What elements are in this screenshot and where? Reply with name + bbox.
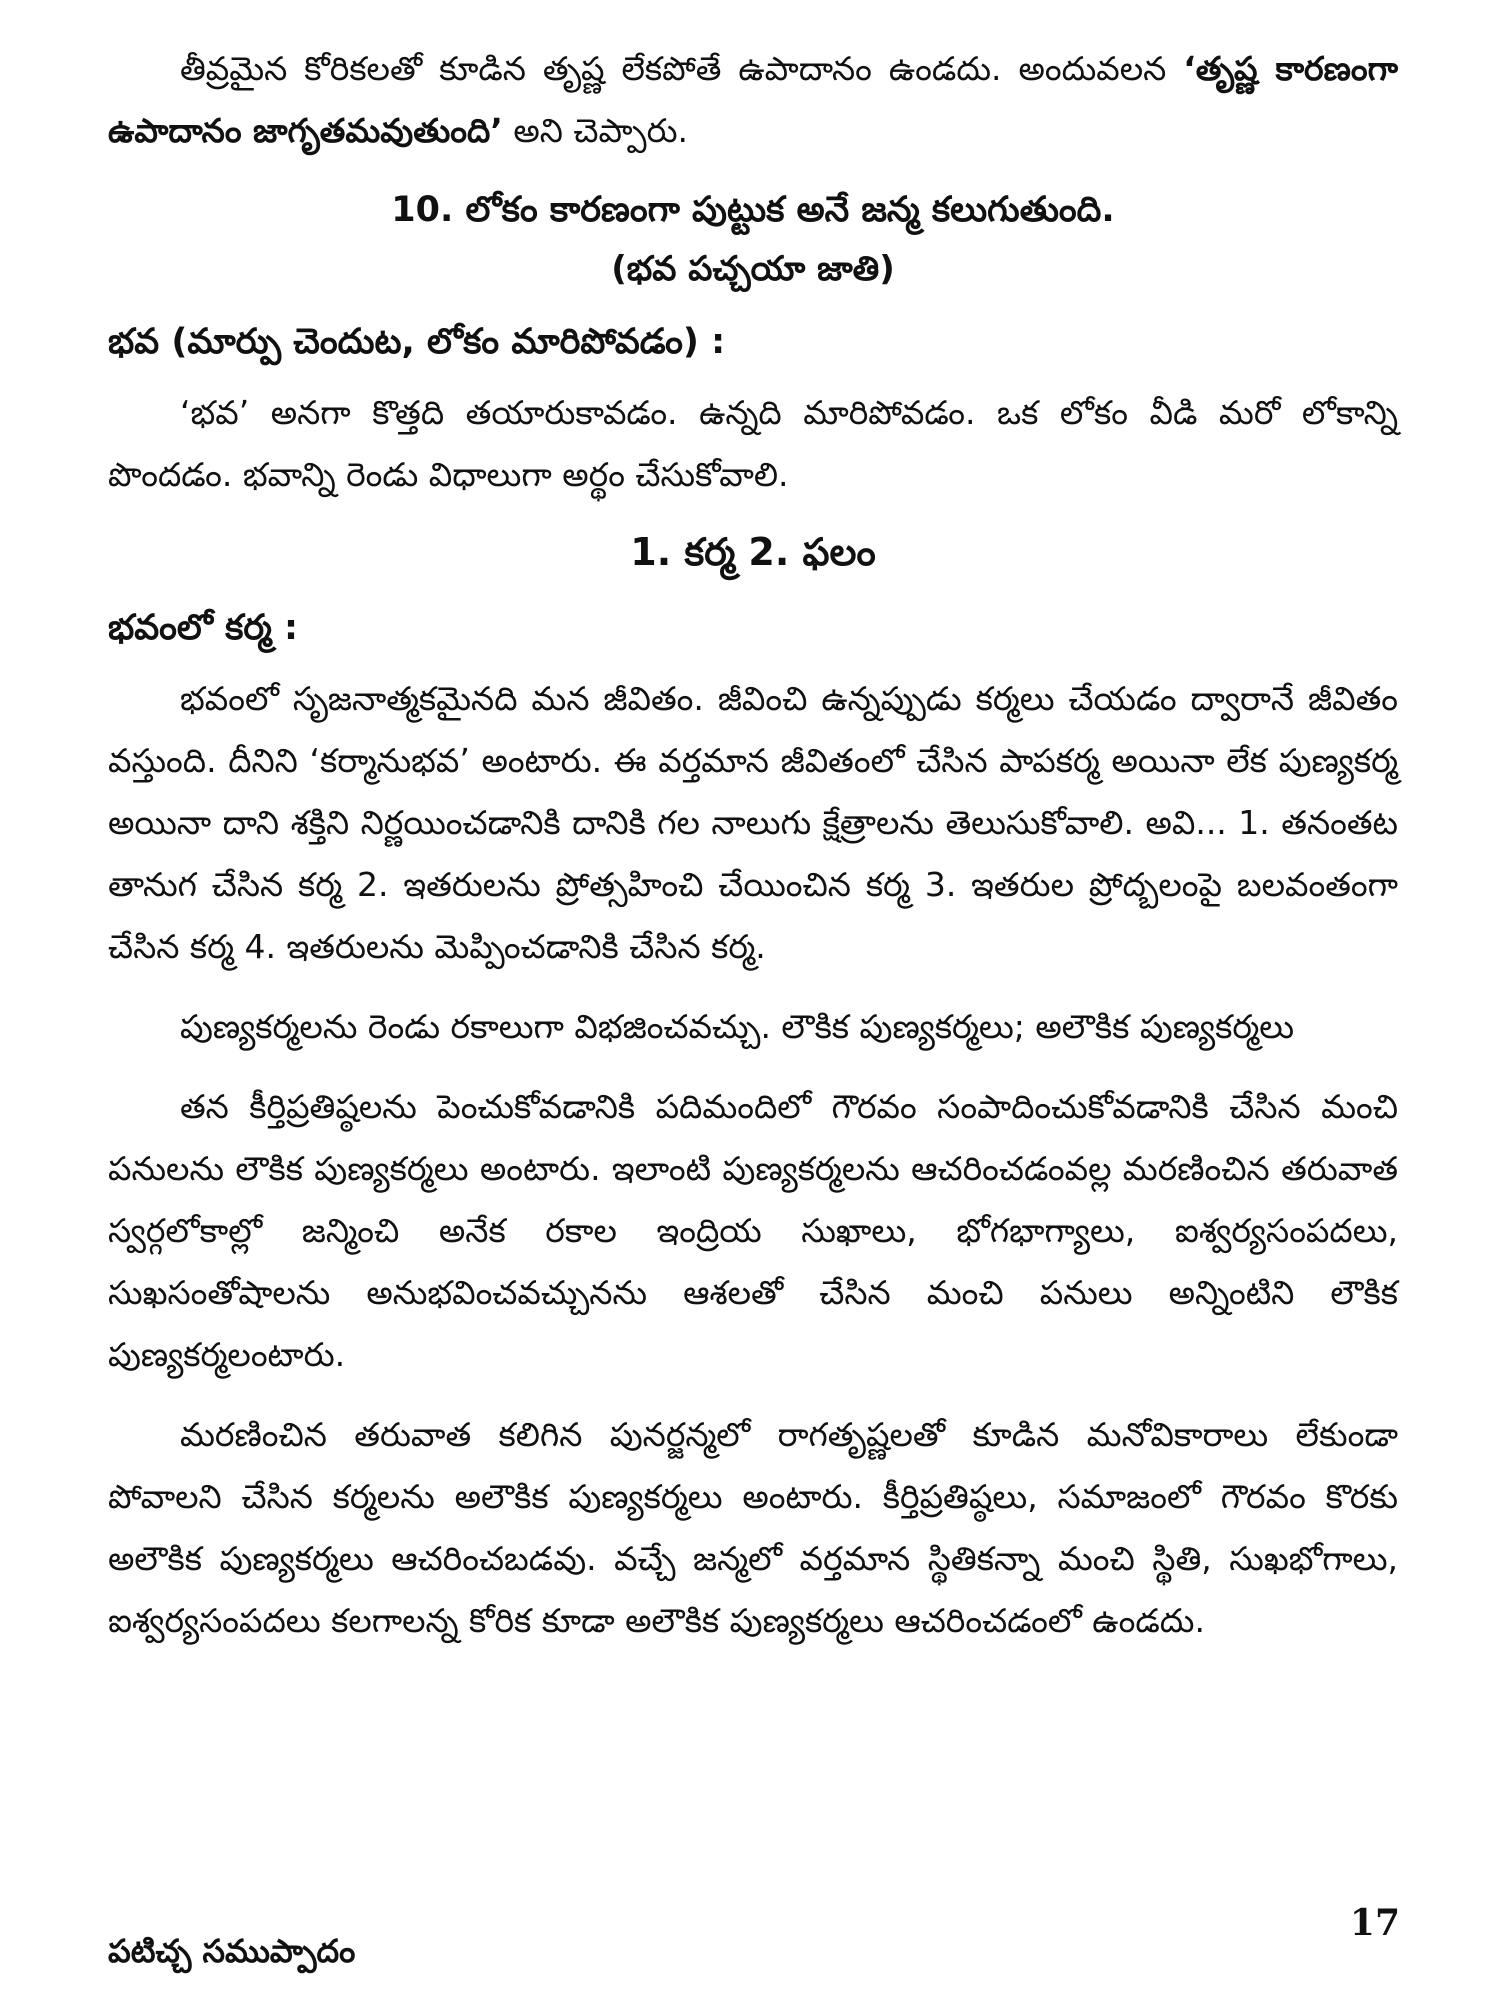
page-content bbox=[108, 38, 1398, 1652]
intro-paragraph bbox=[108, 38, 1398, 162]
intro-text: తీవ్రమైన కోరికలతో కూడిన తృష్ణ లేకపోతే ఉపాదానం ఉండదు. అందువలన bbox=[180, 49, 1184, 88]
chapter-subtitle: (భవ పచ్చయా జాతి) bbox=[611, 249, 895, 289]
chapter-title: 10. లోకం కారణంగా పుట్టుక అనే జన్మ కలుగుతుంది. bbox=[391, 190, 1115, 230]
karma-paragraph-3: తన కీర్తిప్రతిష్ఠలను పెంచుకోవడానికి పదిమందిలో గౌరవం సంపాదించుకోవడానికి చేసిన మంచి పనులను లౌకిక పుణ్యకర్మలు అంటారు. ఇలాంటి పుణ్యకర్మలను ఆచరించడంవల్ల మరణించిన తరువాత స్వర్గలోకాల్లో జన్మించి అనేక రకాల ఇంద్రియ సుఖాలు, భోగభాగ్యాలు, ఐశ్వర్యసంపదలు, సుఖసంతోషాలను అనుభవించవచ్చునను ఆశలతో చేసిన మంచి పనులు అన్నింటిని లౌకిక పుణ్యకర్మలంటారు. bbox=[108, 1087, 1398, 1374]
karma-paragraph-2: పుణ్యకర్మలను రెండు రకాలుగా విభజించవచ్చు. లౌకిక పుణ్యకర్మలు; అలౌకిక పుణ్యకర్మలు bbox=[180, 1007, 1295, 1046]
page-number: 17 bbox=[1349, 1902, 1400, 1944]
karma-paragraph-4: మరణించిన తరువాత కలిగిన పునర్జన్మలో రాగతృష్ణలతో కూడిన మనోవికారాలు లేకుండా పోవాలని చేసిన కర్మలను అలౌకిక పుణ్యకర్మలు అంటారు. కీర్తిప్రతిష్ఠలు, సమాజంలో గౌరవం కొరకు అలౌకిక పుణ్యకర్మలు ఆచరించబడవు. వచ్చే జన్మలో వర్తమాన స్థితికన్నా మంచి స్థితి, సుఖభోగాలు, ఐశ్వర్యసంపదలు కలగాలన్న కోరిక కూడా అలౌకిక పుణ్యకర్మలు ఆచరించడంలో ఉండదు. bbox=[108, 1415, 1398, 1640]
bhava-paragraph: ‘భవ’ అనగా కొత్తది తయారుకావడం. ఉన్నది మారిపోవడం. ఒక లోకం వీడి మరో లోకాన్ని పొందడం. భవాన్ని రెండు విధాలుగా అర్థం చేసుకోవాలి. bbox=[108, 393, 1398, 494]
intro-bold-quote: ‘తృష్ణ కారణంగా ఉపాదానం జాగృతమవుతుంది’ bbox=[108, 49, 1399, 150]
section-heading-karma: భవంలో కర్మ : bbox=[108, 608, 299, 648]
footer-book-title: పటిచ్చ సముప్పాదం bbox=[108, 1932, 356, 1970]
section-heading-bhava: భవ (మార్పు చెందుట, లోకం మారిపోవడం) : bbox=[108, 322, 726, 362]
karma-phalam-heading: 1. కర్మ 2. ఫలం bbox=[630, 530, 876, 574]
intro-text-end: అని చెప్పారు. bbox=[502, 111, 689, 150]
karma-paragraph-1: భవంలో సృజనాత్మకమైనది మన జీవితం. జీవించి ఉన్నప్పుడు కర్మలు చేయడం ద్వారానే జీవితం వస్తుంది. దీనిని ‘కర్మానుభవ’ అంటారు. ఈ వర్తమాన జీవితంలో చేసిన పాపకర్మ అయినా లేక పుణ్యకర్మ అయినా దాని శక్తిని నిర్ణయించడానికి దానికి గల నాలుగు క్షేత్రాలను తెలుసుకోవాలి. అవి... 1. తనంతట తానుగ చేసిన కర్మ 2. ఇతరులను ప్రోత్సహించి చేయించిన కర్మ 3. ఇతరుల ప్రోద్బలంపై బలవంతంగా చేసిన కర్మ 4. ఇతరులను మెప్పించడానికి చేసిన కర్మ. bbox=[108, 679, 1398, 966]
